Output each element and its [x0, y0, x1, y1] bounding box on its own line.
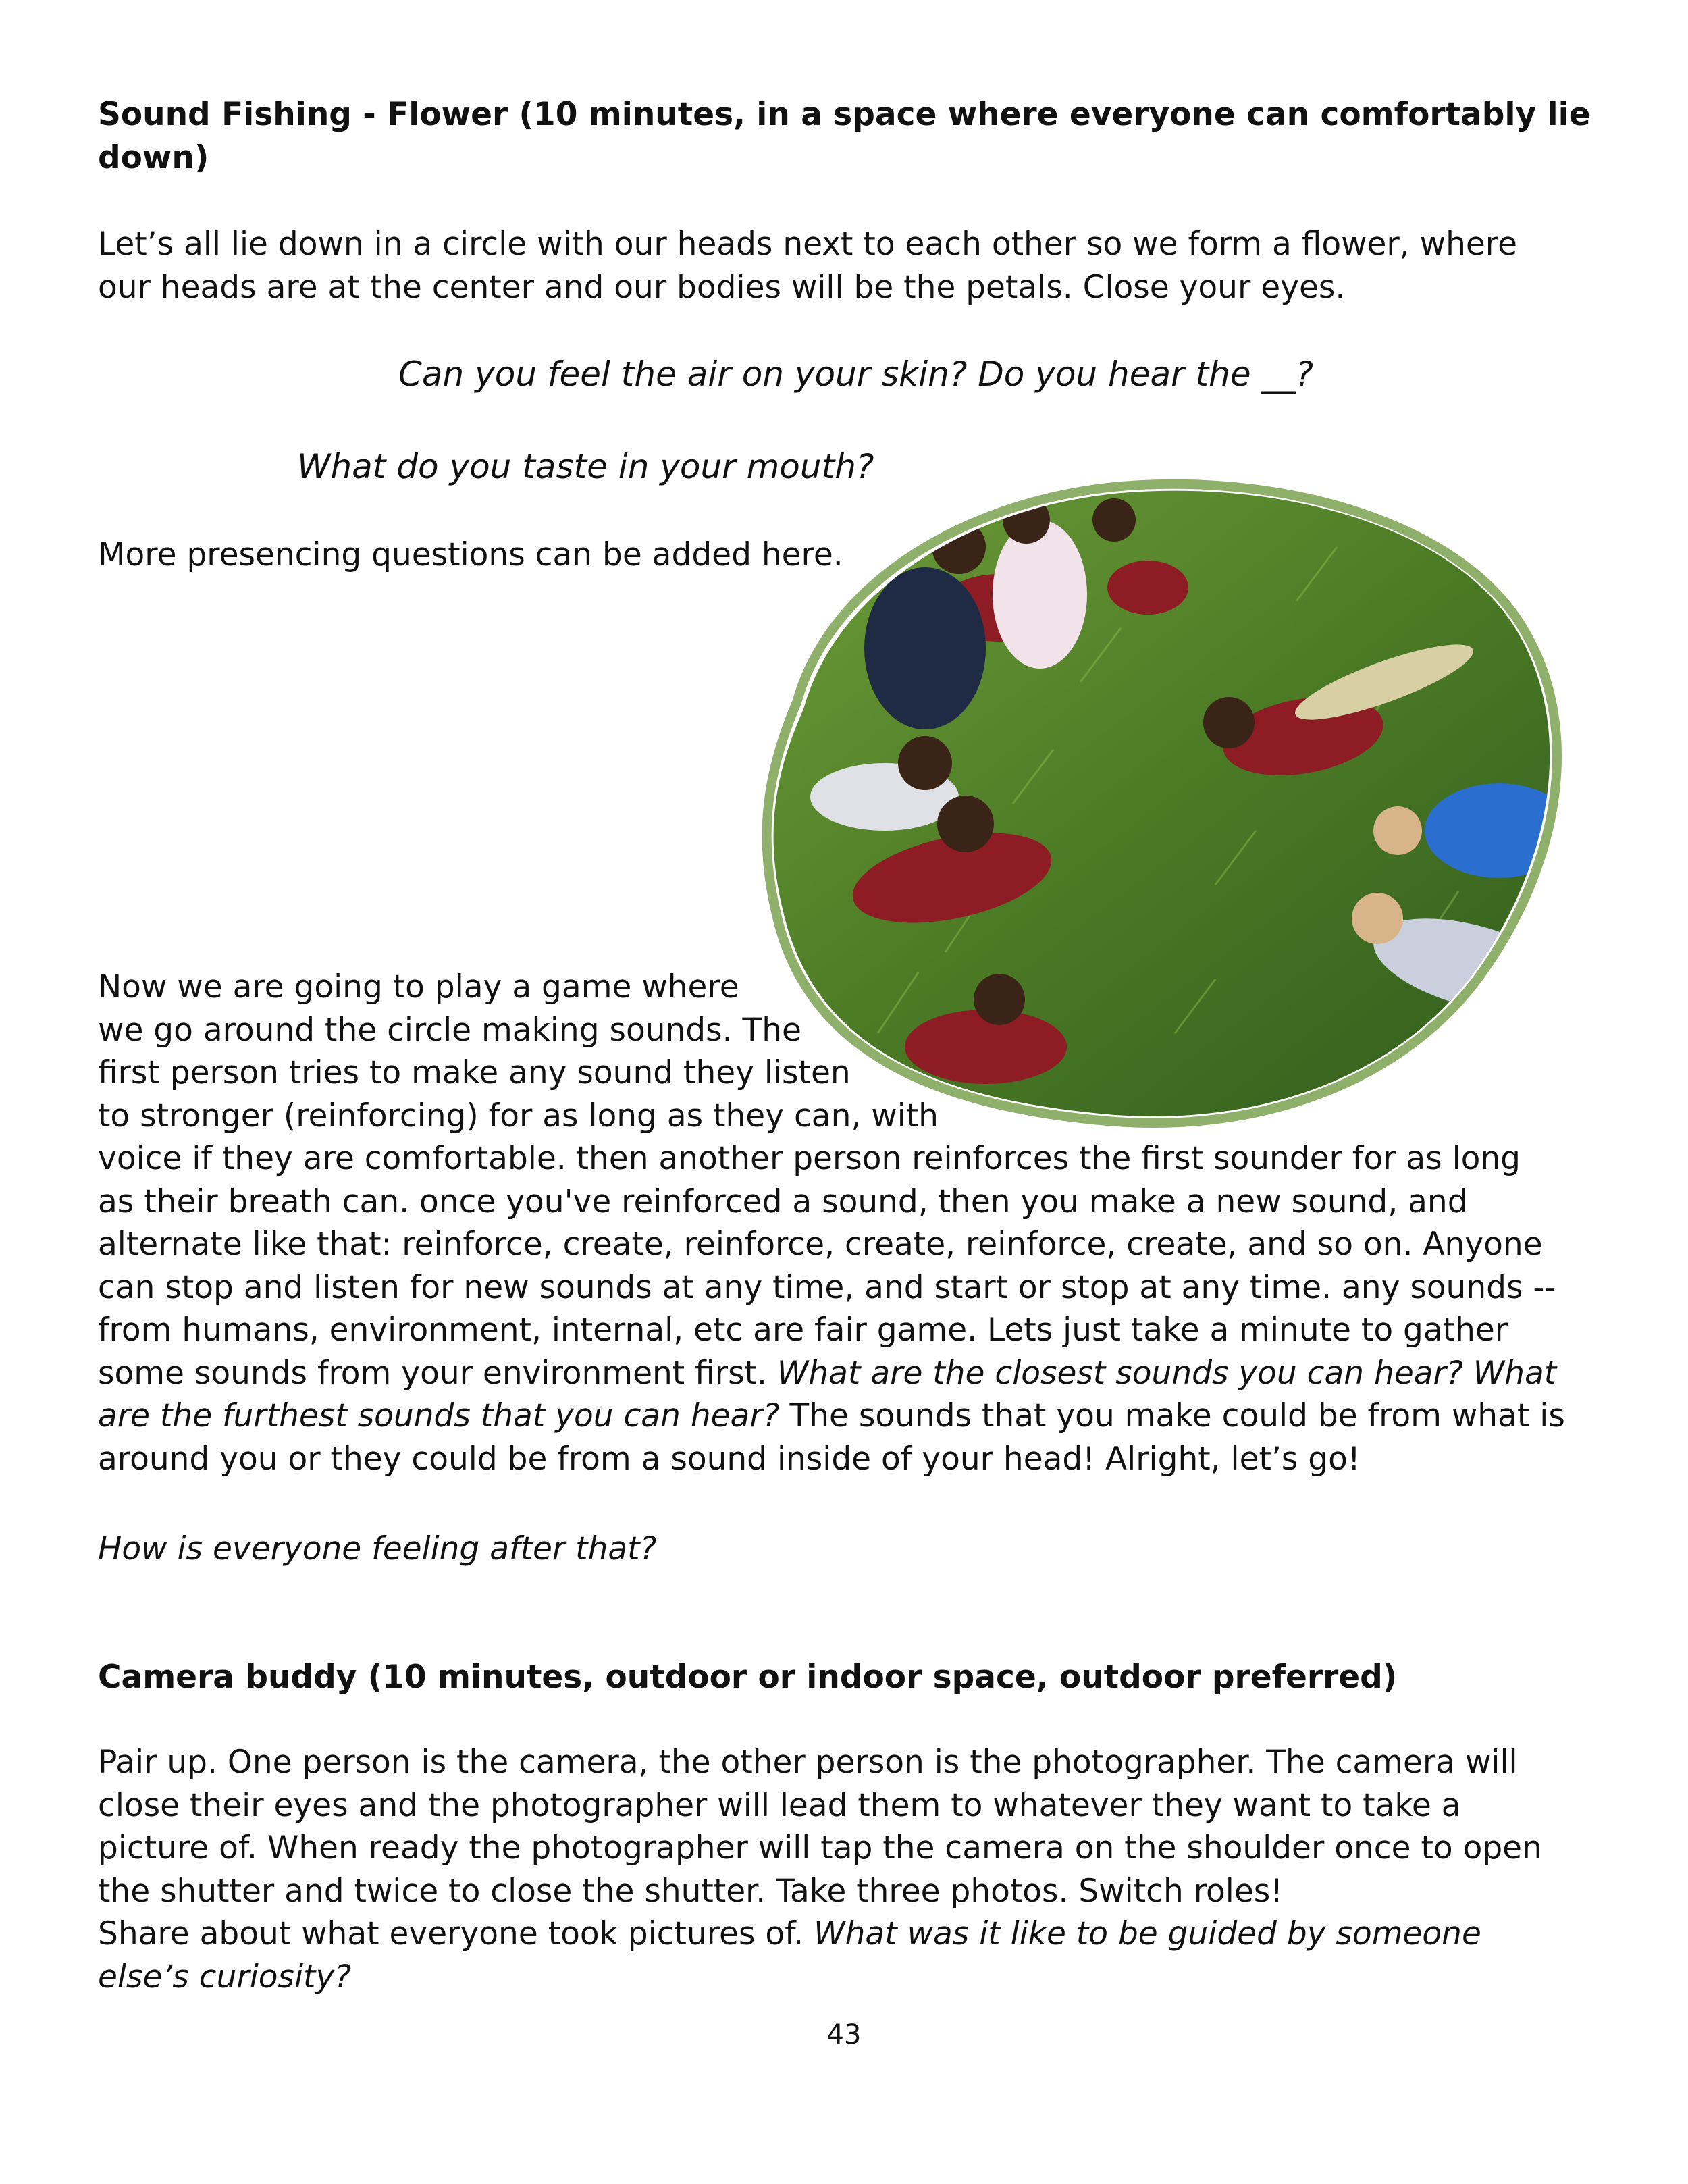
heading-line: Sound Fishing - Flower (10 minutes, in a space where everyone can comfortably lie [98, 96, 1591, 133]
section-heading-sound-fishing [98, 93, 1604, 179]
paragraph-line: Let’s all lie down in a circle with our heads next to each other so we form a flower, where [98, 226, 1517, 263]
paragraph-line: around you or they could be from a sound inside of your head! Alright, let’s go! [98, 1440, 1361, 1478]
paragraph-line: voice if they are comfortable. then another person reinforces the first sounder for as long [98, 1140, 1521, 1177]
page-number: 43 [826, 2019, 862, 2050]
more-questions-note: More presencing questions can be added here. [98, 536, 843, 573]
italic-question: What was it like to be guided by someone [814, 1915, 1481, 1952]
paragraph-line: Now we are going to play a game where [98, 968, 739, 1006]
camera-buddy-paragraph [98, 1741, 1604, 1998]
paragraph-line: from humans, environment, internal, etc are fair game. Lets just take a minute to gather [98, 1311, 1508, 1349]
italic-question: What are the closest sounds you can hear? What [776, 1354, 1557, 1392]
paragraph-line: Pair up. One person is the camera, the other person is the photographer. The camera will [98, 1744, 1518, 1781]
paragraph-line [98, 1352, 1604, 1395]
plain-text: Share about what everyone took pictures of. [98, 1915, 814, 1952]
paragraph-line: can stop and listen for new sounds at any time, and start or stop at any time. any sounds -- [98, 1268, 1556, 1306]
intro-paragraph [98, 223, 1604, 309]
closing-question: How is everyone feeling after that? [98, 1530, 657, 1567]
paragraph-line: picture of. When ready the photographer will tap the camera on the shoulder once to open [98, 1829, 1542, 1867]
paragraph-line: alternate like that: reinforce, create, reinforce, create, reinforce, create, and so on. Anyone [98, 1226, 1543, 1263]
paragraph-line: to stronger (reinforcing) for as long as they can, with [98, 1097, 939, 1135]
paragraph-line: our heads are at the center and our bodies will be the petals. Close your eyes. [98, 268, 1346, 306]
heading-line: down) [98, 138, 209, 176]
italic-question: are the furthest sounds that you can hear? [98, 1397, 780, 1434]
game-paragraph-full [98, 1137, 1604, 1480]
question-air: Can you feel the air on your skin? Do you hear the __? [398, 355, 1314, 394]
paragraph-line: else’s curiosity? [98, 1958, 352, 1996]
section-heading-camera-buddy: Camera buddy (10 minutes, outdoor or indoor space, outdoor preferred) [98, 1659, 1398, 1696]
paragraph-line: as their breath can. once you've reinforced a sound, then you make a new sound, and [98, 1182, 1468, 1220]
paragraph-line [98, 1913, 1604, 1956]
paragraph-line: first person tries to make any sound they listen [98, 1054, 851, 1091]
paragraph-line [98, 1395, 1604, 1438]
plain-text: some sounds from your environment first. [98, 1354, 777, 1392]
paragraph-line: the shutter and twice to close the shutter. Take three photos. Switch roles! [98, 1872, 1284, 1910]
plain-text: The sounds that you make could be from what is [779, 1397, 1565, 1434]
game-paragraph-narrow [98, 966, 1009, 1137]
paragraph-line: close their eyes and the photographer will lead them to whatever they want to take a [98, 1786, 1461, 1824]
question-taste: What do you taste in your mouth? [297, 447, 874, 486]
paragraph-line: we go around the circle making sounds. The [98, 1011, 801, 1049]
